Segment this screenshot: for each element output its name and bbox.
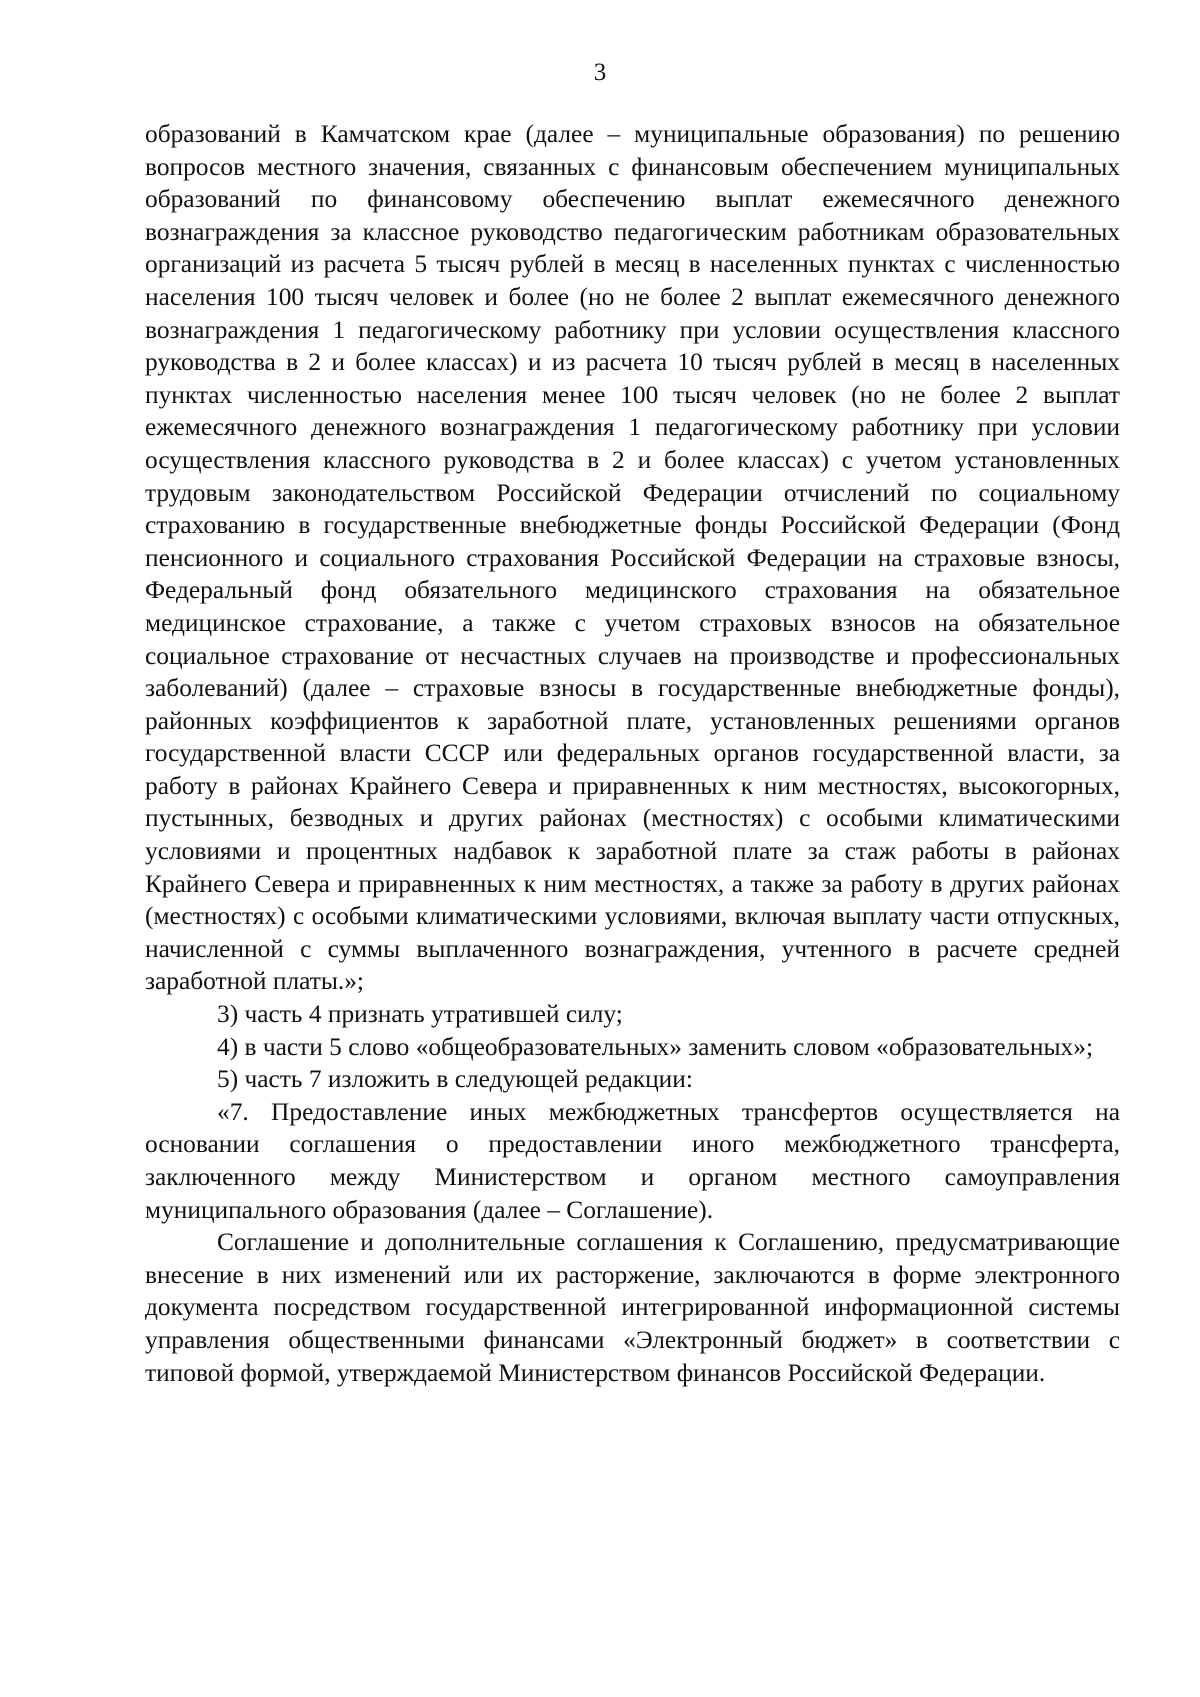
paragraph-continued: образований в Камчатском крае (далее – муниципальные образования) по решению вопросов местного значения, связанных с финансовым обеспечением муниципальных образований по финансовому обеспечению выплат ежемесячного денежного вознаграждения за классное руководство педагогическим работникам образовательных организаций из расчета 5 тысяч рублей в месяц в населенных пунктах с численностью населения 100 тысяч человек и более (но не более 2 выплат ежемесячного денежного вознаграждения 1 педагогическому работнику при условии осуществления классного руководства в 2 и более классах) и из расчета 10 тысяч рублей в месяц в населенных пунктах численностью населения менее 100 тысяч человек (но не более 2 выплат ежемесячного денежного вознаграждения 1 педагогическому работнику при условии осуществления классного руководства в 2 и более классах) с учетом установленных трудовым законодательством Российской Федерации отчислений по социальному страхованию в государственные внебюджетные фонды Российской Федерации (Фонд пенсионного и социального страхования Российской Федерации на страховые взносы, Федеральный фонд обязательного медицинского страхования на обязательное медицинское страхование, а также с учетом страховых взносов на обязательное социальное страхование от несчастных случаев на производстве и профессиональных заболеваний) (далее – страховые взносы в государственные внебюджетные фонды), районных коэффициентов к заработной плате, установленных решениями органов государственной власти СССР или федеральных органов государственной власти, за работу в районах Крайнего Севера и приравненных к ним местностях, высокогорных, пустынных, безводных и других районах (местностях) с особыми климатическими условиями и процентных надбавок к заработной плате за стаж работы в районах Крайнего Севера и приравненных к ним местностях, а также за работу в других районах (местностях) с особыми климатическими условиями, включая выплату части отпускных, начисленной с суммы выплаченного вознаграждения, учтенного в расчете средней заработной платы.»;	[145, 120, 1120, 996]
paragraph-item-5: 5) часть 7 изложить в следующей редакции:	[217, 1065, 693, 1094]
paragraph-item-3: 3) часть 4 признать утратившей силу;	[217, 1000, 623, 1029]
paragraph-agreement: Соглашение и дополнительные соглашения к Соглашению, предусматривающие внесение в них изменений или их расторжение, заключаются в форме электронного документа посредством государственной интегрированной информационной системы управления общественными финансами «Электронный бюджет» в соответствии с типовой формой, утверждаемой Министерством финансов Российской Федерации.	[145, 1228, 1120, 1387]
paragraph-clause-7: «7. Предоставление иных межбюджетных трансфертов осуществляется на основании соглашения о предоставлении иного межбюджетного трансферта, заключенного между Министерством и органом местного самоуправления муниципального образования (далее – Соглашение).	[145, 1097, 1120, 1224]
page-number: 3	[593, 59, 607, 86]
paragraph-item-4: 4) в части 5 слово «общеобразовательных» заменить словом «образовательных»;	[217, 1032, 1094, 1061]
document-body	[145, 118, 1120, 1389]
